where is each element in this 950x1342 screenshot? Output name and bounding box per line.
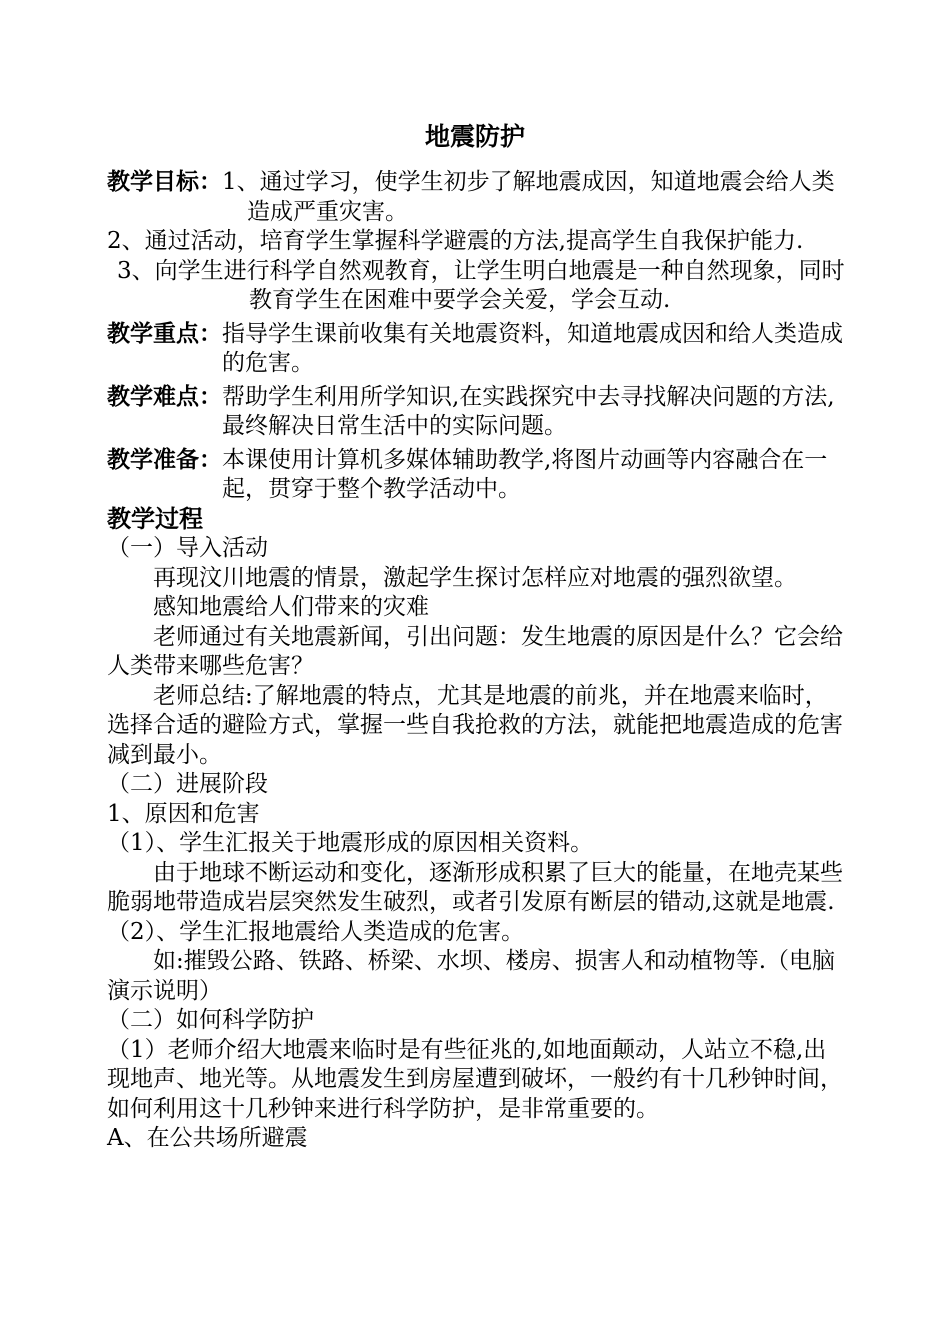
process-paragraph: （一）导入活动 [107,535,268,561]
process-paragraph: （1）、学生汇报关于地震形成的原因相关资料。 [107,830,594,856]
process-paragraph: 1、原因和危害 [107,800,260,827]
preparation-text: 本课使用计算机多媒体辅助教学,将图片动画等内容融合在一起，贯穿于整个教学活动中。 [222,446,828,502]
objective-1-text: 1、通过学习，使学生初步了解地震成因，知道地震会给人类造成严重灾害。 [222,169,835,225]
key-points-label: 教学重点： [107,320,222,347]
preparation-label: 教学准备： [107,446,222,473]
objective-3: 3、向学生进行科学自然观教育，让学生明白地震是一种自然现象，同时教育学生在困难中要学会关爱，学会互动. [117,257,845,313]
preparation [107,446,847,505]
objective-2: 2、通过活动，培育学生掌握科学避震的方法,提高学生自我保护能力. [107,228,804,254]
process-paragraph: 再现汶川地震的情景，激起学生探讨怎样应对地震的强烈欲望。 [153,564,797,591]
process-paragraph: （1）老师介绍大地震来临时是有些征兆的,如地面颠动，人站立不稳,出现地声、地光等。从地震发生到房屋遭到破坏，一般约有十几秒钟时间，如何利用这十几秒钟来进行科学防护，是非常重要的。 [107,1036,843,1122]
process-paragraph: 老师总结:了解地震的特点，尤其是地震的前兆，并在地震来临时，选择合适的避险方式，掌握一些自我抢救的方法，就能把地震造成的危害减到最小。 [107,682,843,768]
process-paragraph: （二）如何科学防护 [107,1007,314,1033]
process-section [107,534,847,1154]
key-points [107,320,847,379]
difficulties [107,383,847,442]
process-paragraph: 由于地球不断运动和变化，逐渐形成积累了巨大的能量，在地壳某些脆弱地带造成岩层突然发生破烈，或者引发原有断层的错动,这就是地震. [107,859,843,915]
document-body [107,168,847,1154]
page-title: 地震防护 [424,122,525,151]
process-paragraph: （2）、学生汇报地震给人类造成的危害。 [107,918,525,945]
process-paragraph: 如:摧毁公路、铁路、桥梁、水坝、楼房、损害人和动植物等.（电脑演示说明） [107,948,836,1004]
process-heading: 教学过程 [107,504,203,533]
process-paragraph: A、在公共场所避震 [107,1125,308,1151]
key-points-text: 指导学生课前收集有关地震资料，知道地震成因和给人类造成的危害。 [222,320,843,376]
difficulties-label: 教学难点： [107,383,222,410]
process-paragraph: 老师通过有关地震新闻，引出问题：发生地震的原因是什么？它会给人类带来哪些危害？ [107,623,843,679]
difficulties-text: 帮助学生利用所学知识,在实践探究中去寻找解决问题的方法,最终解决日常生活中的实际问题。 [222,383,835,439]
process-paragraph: （二）进展阶段 [107,771,268,797]
objectives-label: 教学目标： [107,169,222,195]
objective-1 [107,168,847,227]
process-paragraph: 感知地震给人们带来的灾难 [153,594,429,620]
